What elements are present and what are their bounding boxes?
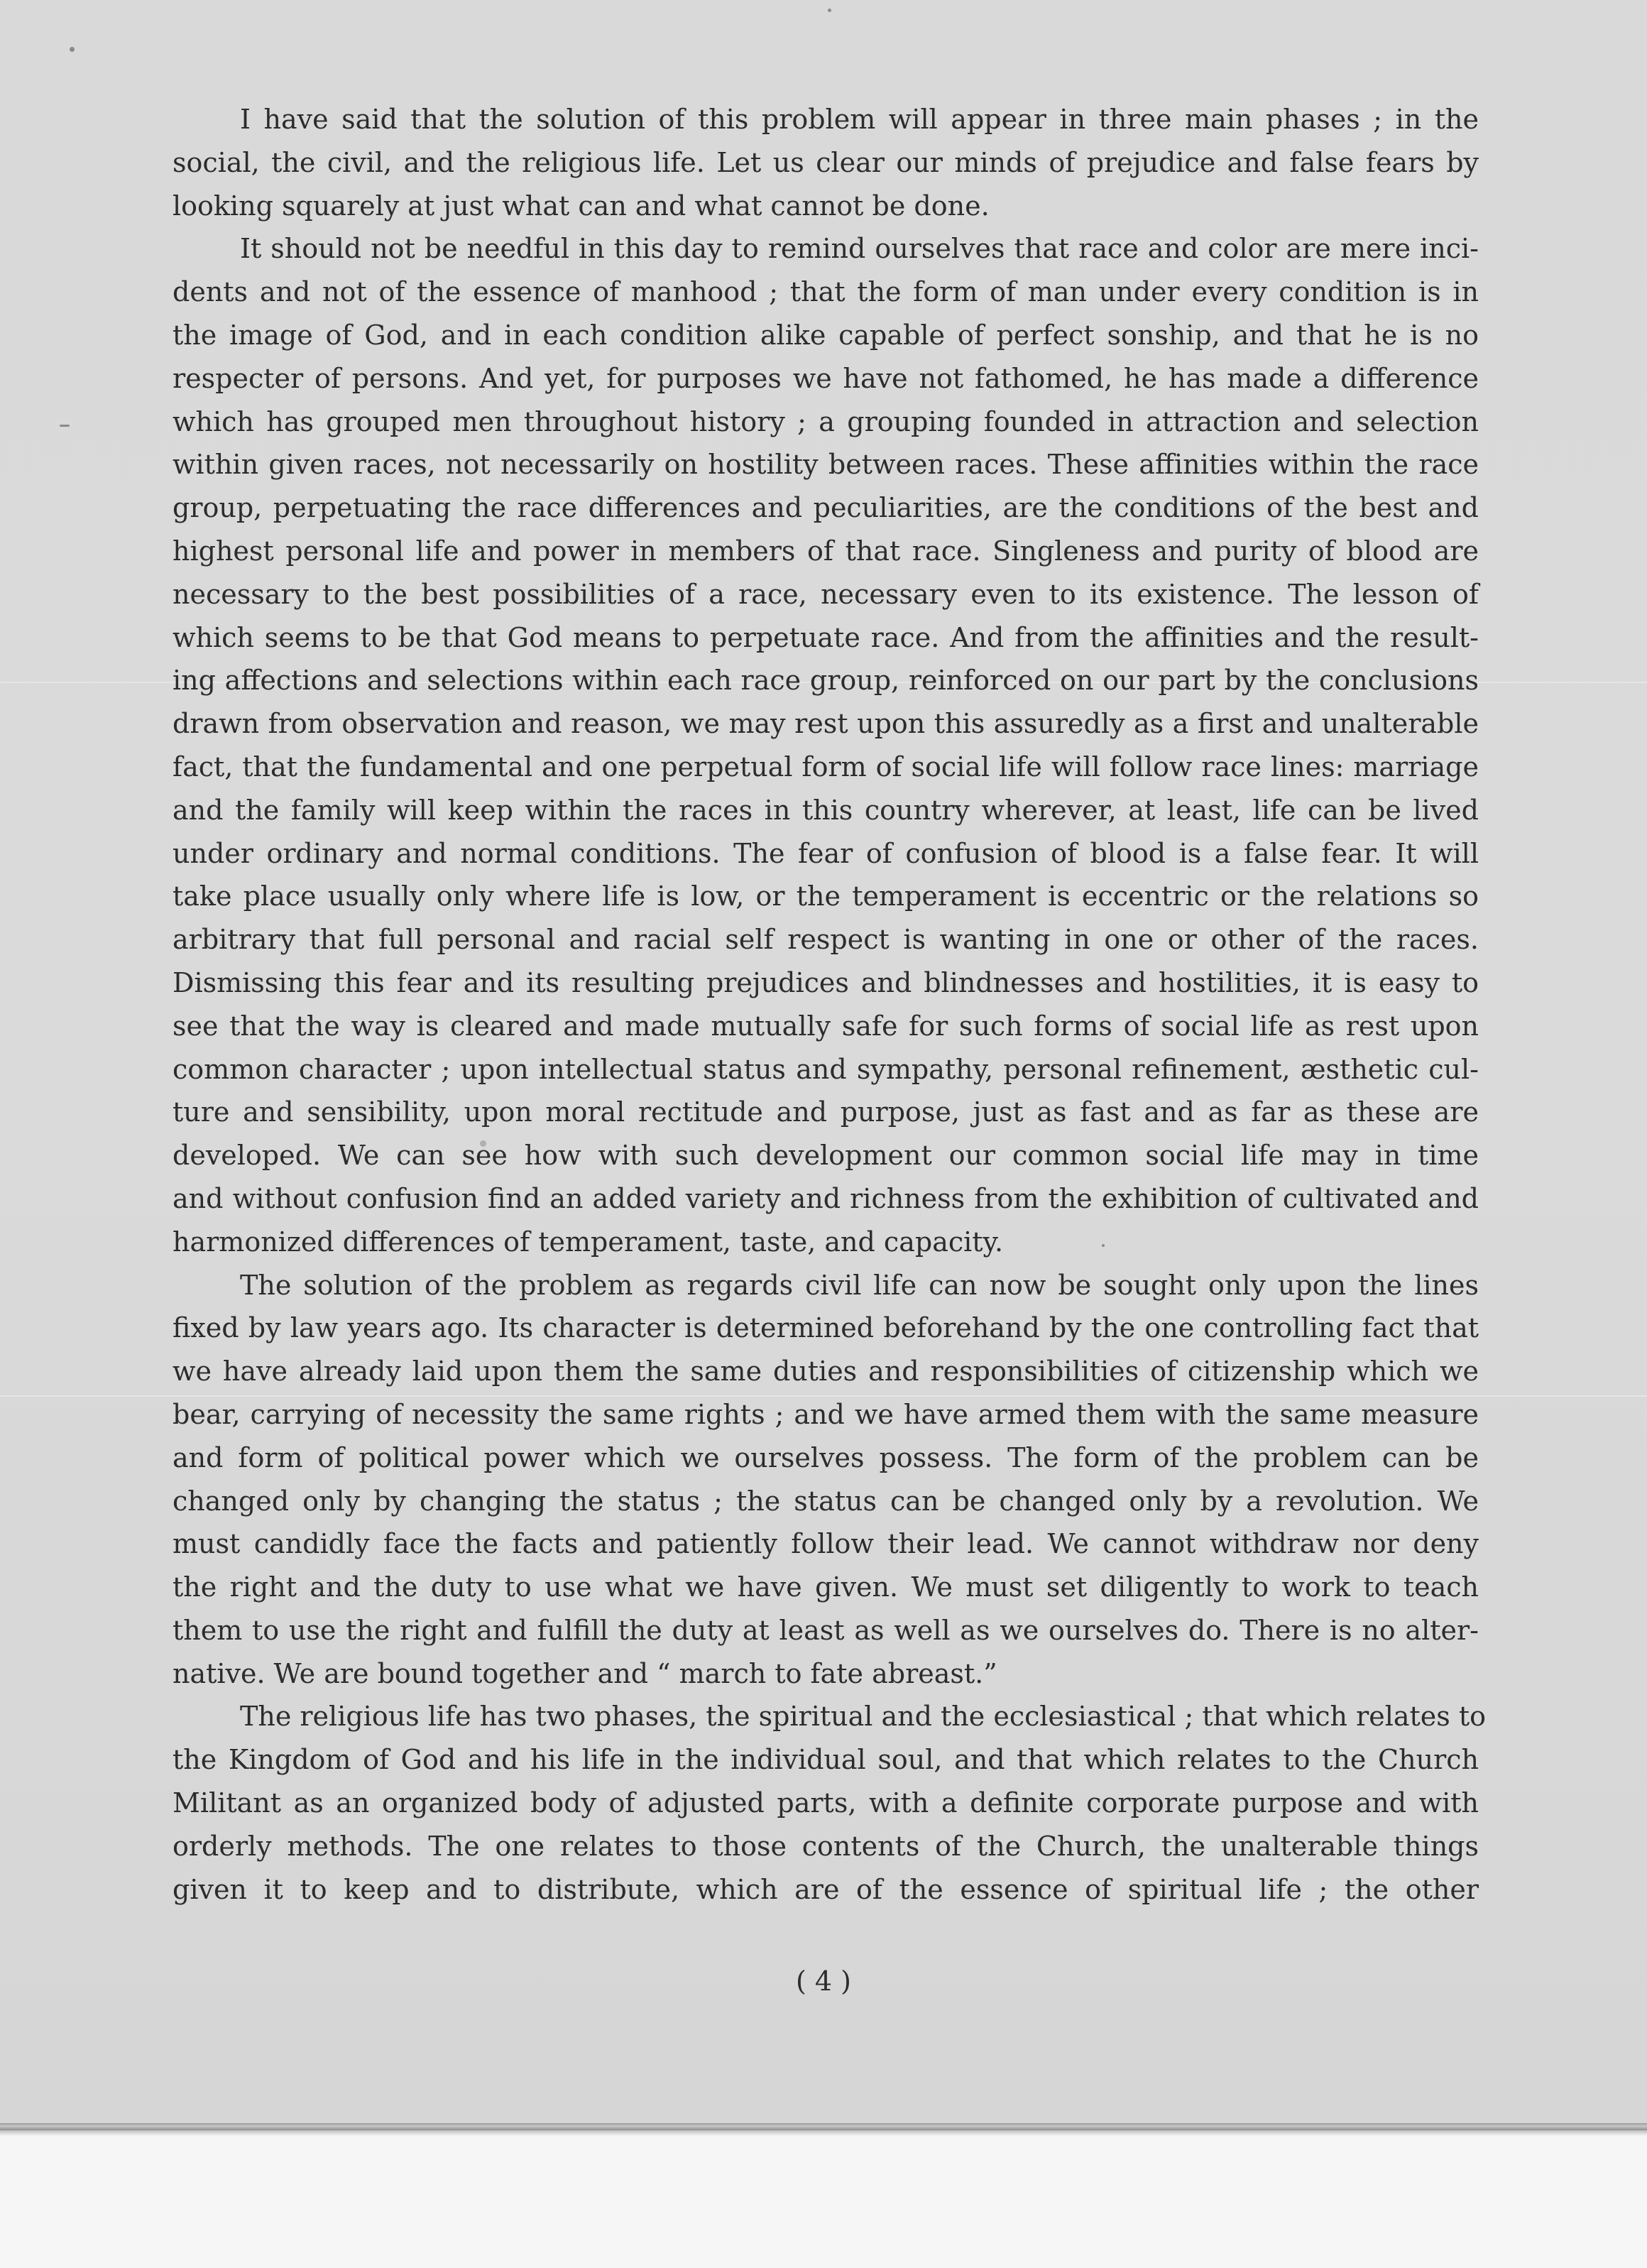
text-line: must candidly face the facts and patiently follow their lead. We cannot withdraw nor deny [173,1528,1479,1560]
text-line: dents and not of the essence of manhood ; that the form of man under every condition is in [173,276,1479,308]
text-line: group, perpetuating the race differences and peculiarities, are the conditions of the best and [173,492,1479,524]
text-line: Militant as an organized body of adjusted parts, with a definite corporate purpose and with [173,1787,1479,1819]
text-line: common character ; upon intellectual status and sympathy, personal refinement, æsthetic cul- [173,1053,1479,1085]
paragraph [173,98,1479,227]
text-line: social, the civil, and the religious life. Let us clear our minds of prejudice and false fears by [173,146,1479,178]
text-line: looking squarely at just what can and what cannot be done. [173,190,990,222]
text-line: take place usually only where life is low, or the temperament is eccentric or the relations so [173,881,1479,912]
text-line: The solution of the problem as regards civil life can now be sought only upon the lines [240,1269,1479,1301]
text-line: arbitrary that full personal and racial self respect is wanting in one or other of the races. [173,924,1479,956]
text-line: harmonized differences of temperament, taste, and capacity. [173,1226,1004,1258]
text-line: The religious life has two phases, the spiritual and the ecclesiastical ; that which relates to [240,1701,1487,1733]
paper-speck [60,425,70,427]
text-line: and form of political power which we ourselves possess. The form of the problem can be [173,1441,1479,1473]
text-line: given it to keep and to distribute, which are of the essence of spiritual life ; the other [173,1873,1479,1905]
text-line: I have said that the solution of this problem will appear in three main phases ; in the [240,104,1479,135]
text-line: ing affections and selections within each race group, reinforced on our part by the conclusions [173,665,1479,697]
text-line: ture and sensibility, upon moral rectitude and purpose, just as fast and as far as these are [173,1096,1479,1128]
text-line: which seems to be that God means to perpetuate race. And from the affinities and the result- [173,621,1479,653]
page-shadow [0,2130,1647,2136]
text-line: necessary to the best possibilities of a race, necessary even to its existence. The lesson of [173,578,1479,610]
text-line: them to use the right and fulfill the duty at least as well as we ourselves do. There is no alter- [173,1614,1479,1646]
text-line: drawn from observation and reason, we may rest upon this assuredly as a first and unalterable [173,708,1479,740]
text-line: and the family will keep within the races in this country wherever, at least, life can be lived [173,794,1479,826]
text-line: orderly methods. The one relates to those contents of the Church, the unalterable things [173,1830,1479,1862]
text-line: the Kingdom of God and his life in the individual soul, and that which relates to the Church [173,1744,1479,1776]
text-line: changed only by changing the status ; the status can be changed only by a revolution. We [173,1485,1479,1517]
page-bottom-edge [0,2123,1647,2130]
text-line: which has grouped men throughout history ; a grouping founded in attraction and selection [173,405,1479,437]
text-line: and without confusion find an added variety and richness from the exhibition of cultivated and [173,1182,1479,1214]
page-number: ( 4 ) [796,1966,851,1997]
text-line: highest personal life and power in members of that race. Singleness and purity of blood are [173,535,1479,567]
text-line: within given races, not necessarily on hostility between races. These affinities within the race [173,449,1479,481]
paragraph [173,1264,1479,1696]
paper-speck [70,47,75,52]
text-line: see that the way is cleared and made mutually safe for such forms of social life as rest upon [173,1010,1479,1042]
text-line: Dismissing this fear and its resulting prejudices and blindnesses and hostilities, it is easy to [173,966,1479,998]
paragraph [173,1695,1487,1911]
text-line: the image of God, and in each condition alike capable of perfect sonship, and that he is no [173,319,1479,351]
text-line: developed. We can see how with such development our common social life may in time [173,1140,1479,1172]
text-line: respecter of persons. And yet, for purposes we have not fathomed, he has made a difference [173,362,1479,394]
text-line: fixed by law years ago. Its character is determined beforehand by the one controlling fact that [173,1312,1479,1344]
text-line: native. We are bound together and “ march to fate abreast.” [173,1657,997,1689]
paragraph [173,227,1479,1263]
text-line: under ordinary and normal conditions. The fear of confusion of blood is a false fear. It will [173,837,1479,869]
text-line: we have already laid upon them the same duties and responsibilities of citizenship which we [173,1356,1479,1387]
text-line: bear, carrying of necessity the same rights ; and we have armed them with the same measure [173,1398,1479,1430]
paper-speck [828,9,831,12]
text-line: the right and the duty to use what we have given. We must set diligently to work to teach [173,1571,1479,1603]
text-line: fact, that the fundamental and one perpetual form of social life will follow race lines: marriage [173,751,1479,783]
document-body [173,98,1487,1911]
text-line: It should not be needful in this day to remind ourselves that race and color are mere inci- [240,233,1479,265]
